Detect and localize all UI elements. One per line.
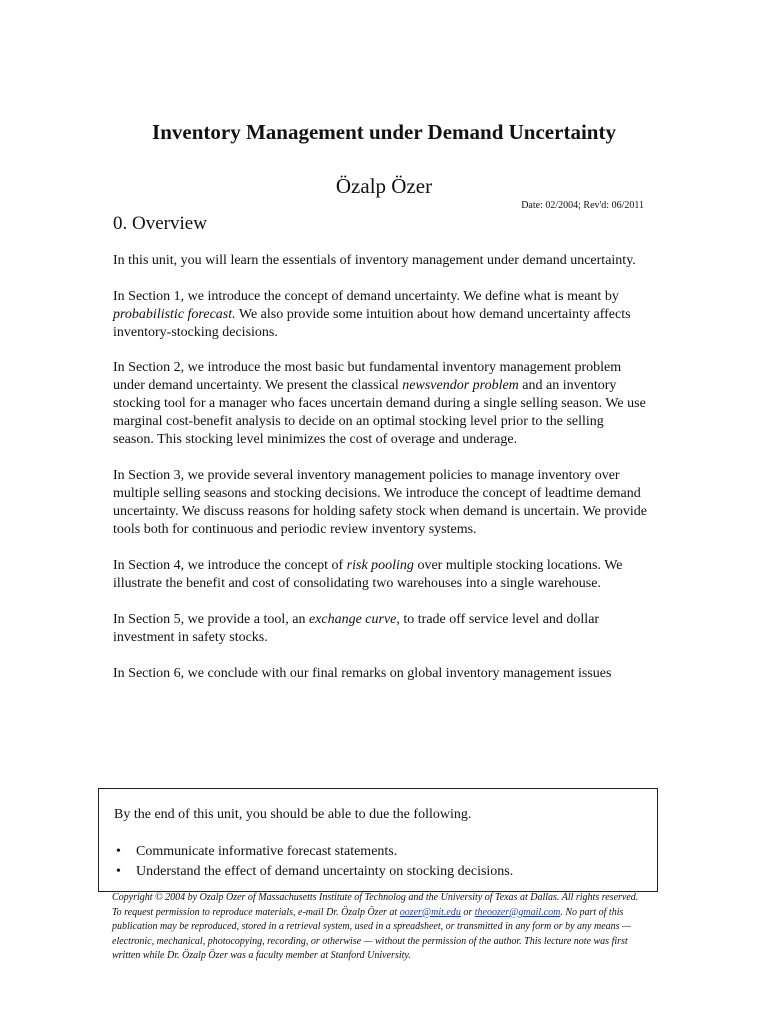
overview-body xyxy=(113,252,648,701)
objectives-list xyxy=(114,842,657,882)
section-4-paragraph: In Section 4, we introduce the concept of risk pooling over multiple stocking locations. We illustrate the benefit and cost of consolidating two warehouses into a single warehouse. xyxy=(113,558,623,591)
section-6-paragraph: In Section 6, we conclude with our final remarks on global inventory management issues xyxy=(113,666,612,681)
term-exchange-curve: exchange curve xyxy=(308,612,397,627)
term-probabilistic-forecast: probabilistic forecast. xyxy=(113,307,236,322)
objectives-intro: By the end of this unit, you should be able to due the following. xyxy=(114,807,472,822)
term-newsvendor-problem: newsvendor problem xyxy=(402,378,519,393)
section-1-paragraph: In Section 1, we introduce the concept of demand uncertainty. We define what is meant by probabilistic forecast. We also provide some intuition about how demand uncertainty affects inventory-stocking decisions. xyxy=(113,289,631,340)
author-name: Özalp Özer xyxy=(335,174,433,198)
section-5-paragraph: In Section 5, we provide a tool, an exchange curve, to trade off service level and dollar investment in safety stocks. xyxy=(113,612,600,645)
document-title: Inventory Management under Demand Uncertainty xyxy=(152,120,616,144)
section-3-paragraph: In Section 3, we provide several inventory management policies to manage inventory over multiple selling seasons and stocking decisions. We introduce the concept of leadtime demand uncertainty. We discuss reasons for holding safety stock when demand is uncertain. We provide tools both for continuous and periodic review inventory systems. xyxy=(113,468,648,537)
copyright-notice: Copyright © 2004 by Özalp Özer of Massachusetts Institute of Technolog and the University of Texas at Dallas. All rights reserved. To request permission to reproduce materials, e-mail Dr. Özalp Özer at oozer@mit.edu or theoozer@gmail.com. No part of this publication may be reproduced, stored in a retrieval system, used in a spreadsheet, or transmitted in any form or by any means — electronic, mechanical, photocopying, recording, or otherwise — without the permission of the author. This lecture note was first written while Dr. Özalp Özer was a faculty member at Stanford University. xyxy=(112,892,639,961)
section-2-paragraph: In Section 2, we introduce the most basic but fundamental inventory management problem under demand uncertainty. We present the classical newsvendor problem and an inventory stocking tool for a manager who faces uncertain demand during a single selling season. We use marginal cost-benefit analysis to decide on an optimal stocking level prior to the selling season. This stocking level minimizes the cost of overage and underage. xyxy=(113,360,646,447)
revision-date: Date: 02/2004; Rev'd: 06/2011 xyxy=(521,200,644,211)
bullet-icon: • xyxy=(116,844,121,859)
email-link-mit[interactable]: oozer@mit.edu xyxy=(399,906,461,918)
intro-paragraph: In this unit, you will learn the essentials of inventory management under demand uncertainty. xyxy=(113,253,636,268)
overview-heading: 0. Overview xyxy=(113,213,207,234)
list-item: • Communicate informative forecast statements. xyxy=(114,842,657,862)
bullet-icon: • xyxy=(116,864,121,879)
email-link-gmail[interactable]: theoozer@gmail.com xyxy=(474,906,561,918)
objectives-box xyxy=(98,788,658,892)
term-risk-pooling: risk pooling xyxy=(346,558,414,573)
list-item: • Understand the effect of demand uncertainty on stocking decisions. xyxy=(114,862,657,882)
